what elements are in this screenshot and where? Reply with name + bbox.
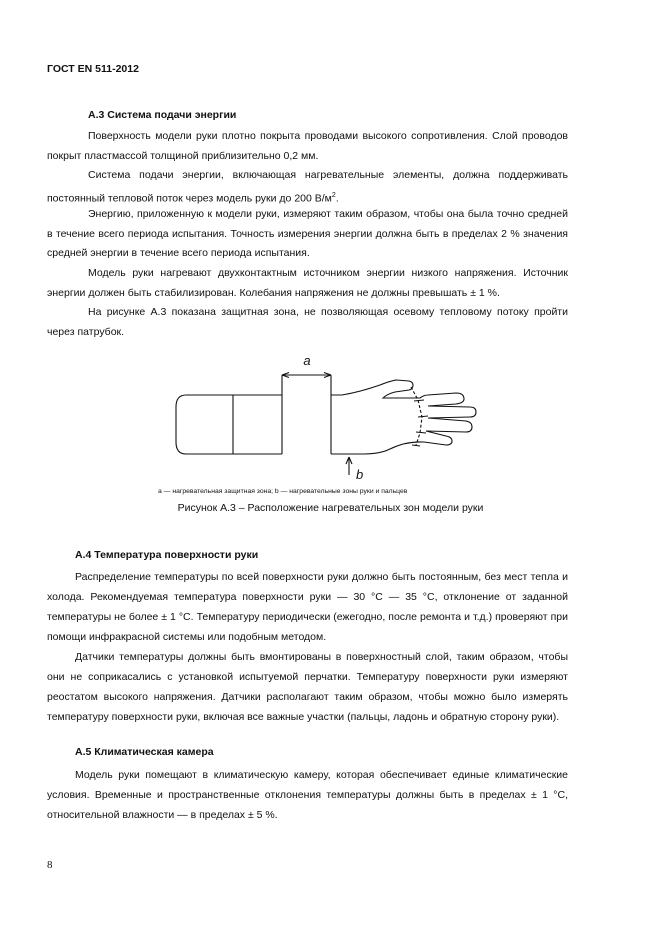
section-a3-p5-text: На рисунке А.3 показана защитная зона, не позволяющая осевому тепловому потоку пройти через патрубок. xyxy=(47,306,568,338)
document-header: ГОСТ EN 511-2012 xyxy=(47,63,139,75)
section-a3-p1-text: Поверхность модели руки плотно покрыта проводами высокого сопротивления. Слой проводов покрыт пластмассой толщиной приблизительно 0,2 мм. xyxy=(47,130,568,162)
section-a4-p2-text: Датчики температуры должны быть вмонтированы в поверхностный слой, таким образом, чтобы они не соприкасались с установкой испытуемой перчатки. Температуру поверхности руки измеряют реостатом высокого напряжения. Датчики располагают таким образом, чтобы можно было измерять температуру поверхности руки, включая все важные участки (пальцы, ладонь и обратную сторону руки). xyxy=(47,651,568,723)
figure-caption: Рисунок А.3 – Расположение нагревательных зон модели руки xyxy=(177,502,484,514)
section-a4-paragraph-2 xyxy=(47,647,568,727)
section-a3-p2-text: Система подачи энергии, включающая нагревательные элементы, должна поддерживать постоянный тепловой поток через модель руки до 200 В/м xyxy=(47,169,568,204)
hand-heating-zone-boundary xyxy=(411,387,422,445)
section-a5-paragraph-1 xyxy=(47,765,568,825)
section-a3-p2-superscript: 2 xyxy=(331,191,336,199)
label-a: a xyxy=(303,353,311,368)
section-a3-paragraph-1 xyxy=(47,127,568,166)
section-a3-p2-end: . xyxy=(335,192,339,204)
hand-outline xyxy=(331,380,476,454)
section-a5-title: А.5 Климатическая камера xyxy=(75,746,214,758)
section-a3-paragraph-4 xyxy=(47,264,568,303)
hand-model-figure xyxy=(0,345,661,485)
page-number: 8 xyxy=(47,859,53,871)
section-a5-p1-text: Модель руки помещают в климатическую камеру, которая обеспечивает единые климатические условия. Временные и пространственные отклонения температуры должны быть в пределах ± 1 °С, относительной влажности — в пределах ± 5 %. xyxy=(47,769,568,821)
section-a3-p3-text: Энергию, приложенную к модели руки, измеряют таким образом, чтобы она была точно средней в течение всего периода испытания. Точность измерения энергии должна быть в пределах 2 % значения средней энергии в течение всего периода испытания. xyxy=(47,208,568,259)
section-a3-paragraph-5 xyxy=(47,303,568,342)
label-b: b xyxy=(356,467,364,482)
section-a3-title: А.3 Система подачи энергии xyxy=(88,109,237,121)
figure-legend: a — нагревательная защитная зона; b — нагревательные зоны руки и пальцев xyxy=(158,488,408,495)
hand-tube-outline xyxy=(176,395,282,454)
section-a3-paragraph-3 xyxy=(47,205,568,264)
section-a4-title: А.4 Температура поверхности руки xyxy=(75,549,259,561)
section-a4-p1-text: Распределение температуры по всей поверхности руки должно быть постоянным, без мест тепла и холода. Рекомендуемая температура поверхности руки — 30 °С — 35 °С, отклонение от заданной температуры не более ± 1 °С. Температуру периодически (ежегодно, после ремонта и т.д.) проверяют при помощи инфракрасной системы или подобным методом. xyxy=(47,571,568,643)
section-a3-p4-text: Модель руки нагревают двухконтактным источником энергии низкого напряжения. Источник энергии должен быть стабилизирован. Колебания напряжения не должны превышать ± 1 %. xyxy=(47,267,568,299)
section-a4-paragraph-1 xyxy=(47,567,568,647)
section-a3-paragraph-2 xyxy=(47,166,568,209)
